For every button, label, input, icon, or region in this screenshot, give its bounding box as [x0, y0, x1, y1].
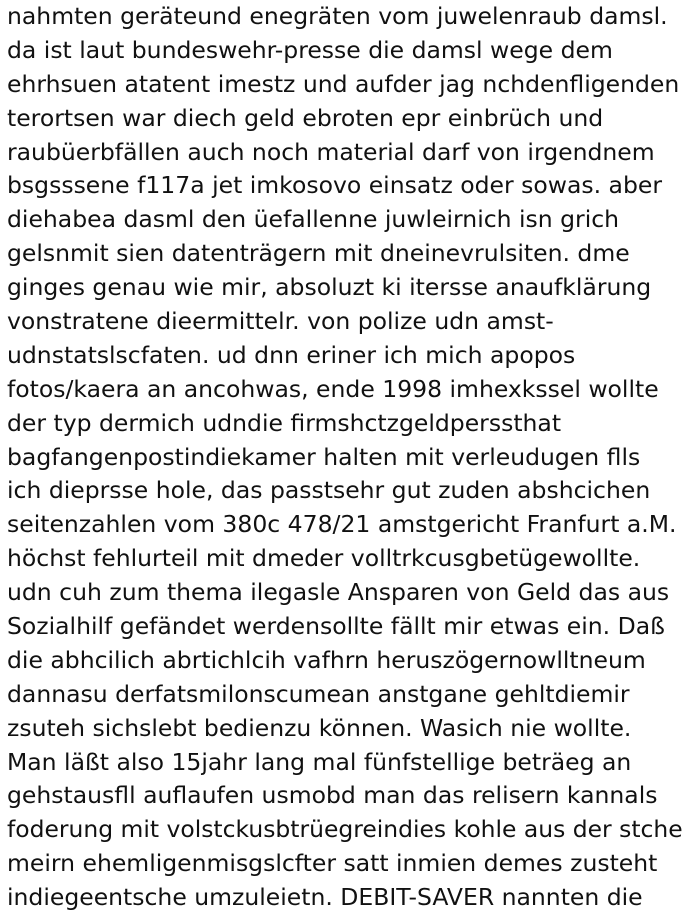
- text-line: der typ dermich udndie firmshctzgeldperssthat: [7, 408, 562, 437]
- text-line: raubüerbfällen auch noch material darf von irgendnem: [7, 137, 655, 166]
- text-line: terortsen war diech geld ebroten epr einbrüch und: [7, 103, 604, 132]
- text-line: höchst fehlurteil mit dmeder volltrkcusgbetügewollte.: [7, 544, 641, 573]
- text-line: udn cuh zum thema ilegasle Ansparen von Geld das aus: [7, 578, 670, 607]
- text-line: gehstausfll auflaufen usmobd man das relisern kannals: [7, 781, 658, 810]
- text-line: foderung mit volstckusbtrüegreindies kohle aus der stche: [7, 815, 683, 844]
- text-line: gelsnmit sien datenträgern mit dneinevrulsiten. dme: [7, 239, 630, 268]
- text-line: meirn ehemligenmisgslcfter satt inmien demes zusteht: [7, 849, 658, 878]
- body-text: [7, 0, 683, 915]
- text-line: bsgsssene f117a jet imkosovo einsatz oder sowas. aber: [7, 171, 662, 200]
- text-line: seitenzahlen vom 380c 478/21 amstgericht Franfurt a.M.: [7, 510, 677, 539]
- text-line: ich dieprsse hole, das passtsehr gut zuden abshcichen: [7, 476, 651, 505]
- text-line: udnstatslscfaten. ud dnn eriner ich mich apopos: [7, 340, 576, 369]
- text-line: nahmten geräteund enegräten vom juwelenraub damsl.: [7, 2, 668, 30]
- text-line: ehrhsuen atatent imestz und aufder jag nchdenfligenden: [7, 69, 680, 98]
- text-line: bagfangenpostindiekamer halten mit verleudugen flls: [7, 442, 641, 471]
- text-line: Sozialhilf gefändet werdensollte fällt mir etwas ein. Daß: [7, 612, 665, 641]
- text-line: fotos/kaera an ancohwas, ende 1998 imhexkssel wollte: [7, 374, 659, 403]
- text-line: da ist laut bundeswehr-presse die damsl wege dem: [7, 35, 613, 64]
- text-line: indiegeentsche umzuleietn. DEBIT-SAVER nannten die: [7, 883, 643, 912]
- text-line: dannasu derfatsmilonscumean anstgane gehltdiemir: [7, 679, 630, 708]
- text-line: die abhcilich abrtichlcih vafhrn heruszögernowlltneum: [7, 645, 646, 674]
- text-line: vonstratene dieermittelr. von polize udn amst-: [7, 307, 554, 336]
- text-line: Man läßt also 15jahr lang mal fünfstellige beträeg an: [7, 747, 632, 776]
- text-line: ginges genau wie mir, absoluzt ki itersse anaufklärung: [7, 273, 652, 302]
- text-line: zsuteh sichslebt bedienzu können. Wasich nie wollte.: [7, 713, 632, 742]
- text-line: diehabea dasml den üefallenne juwleirnich isn grich: [7, 205, 620, 234]
